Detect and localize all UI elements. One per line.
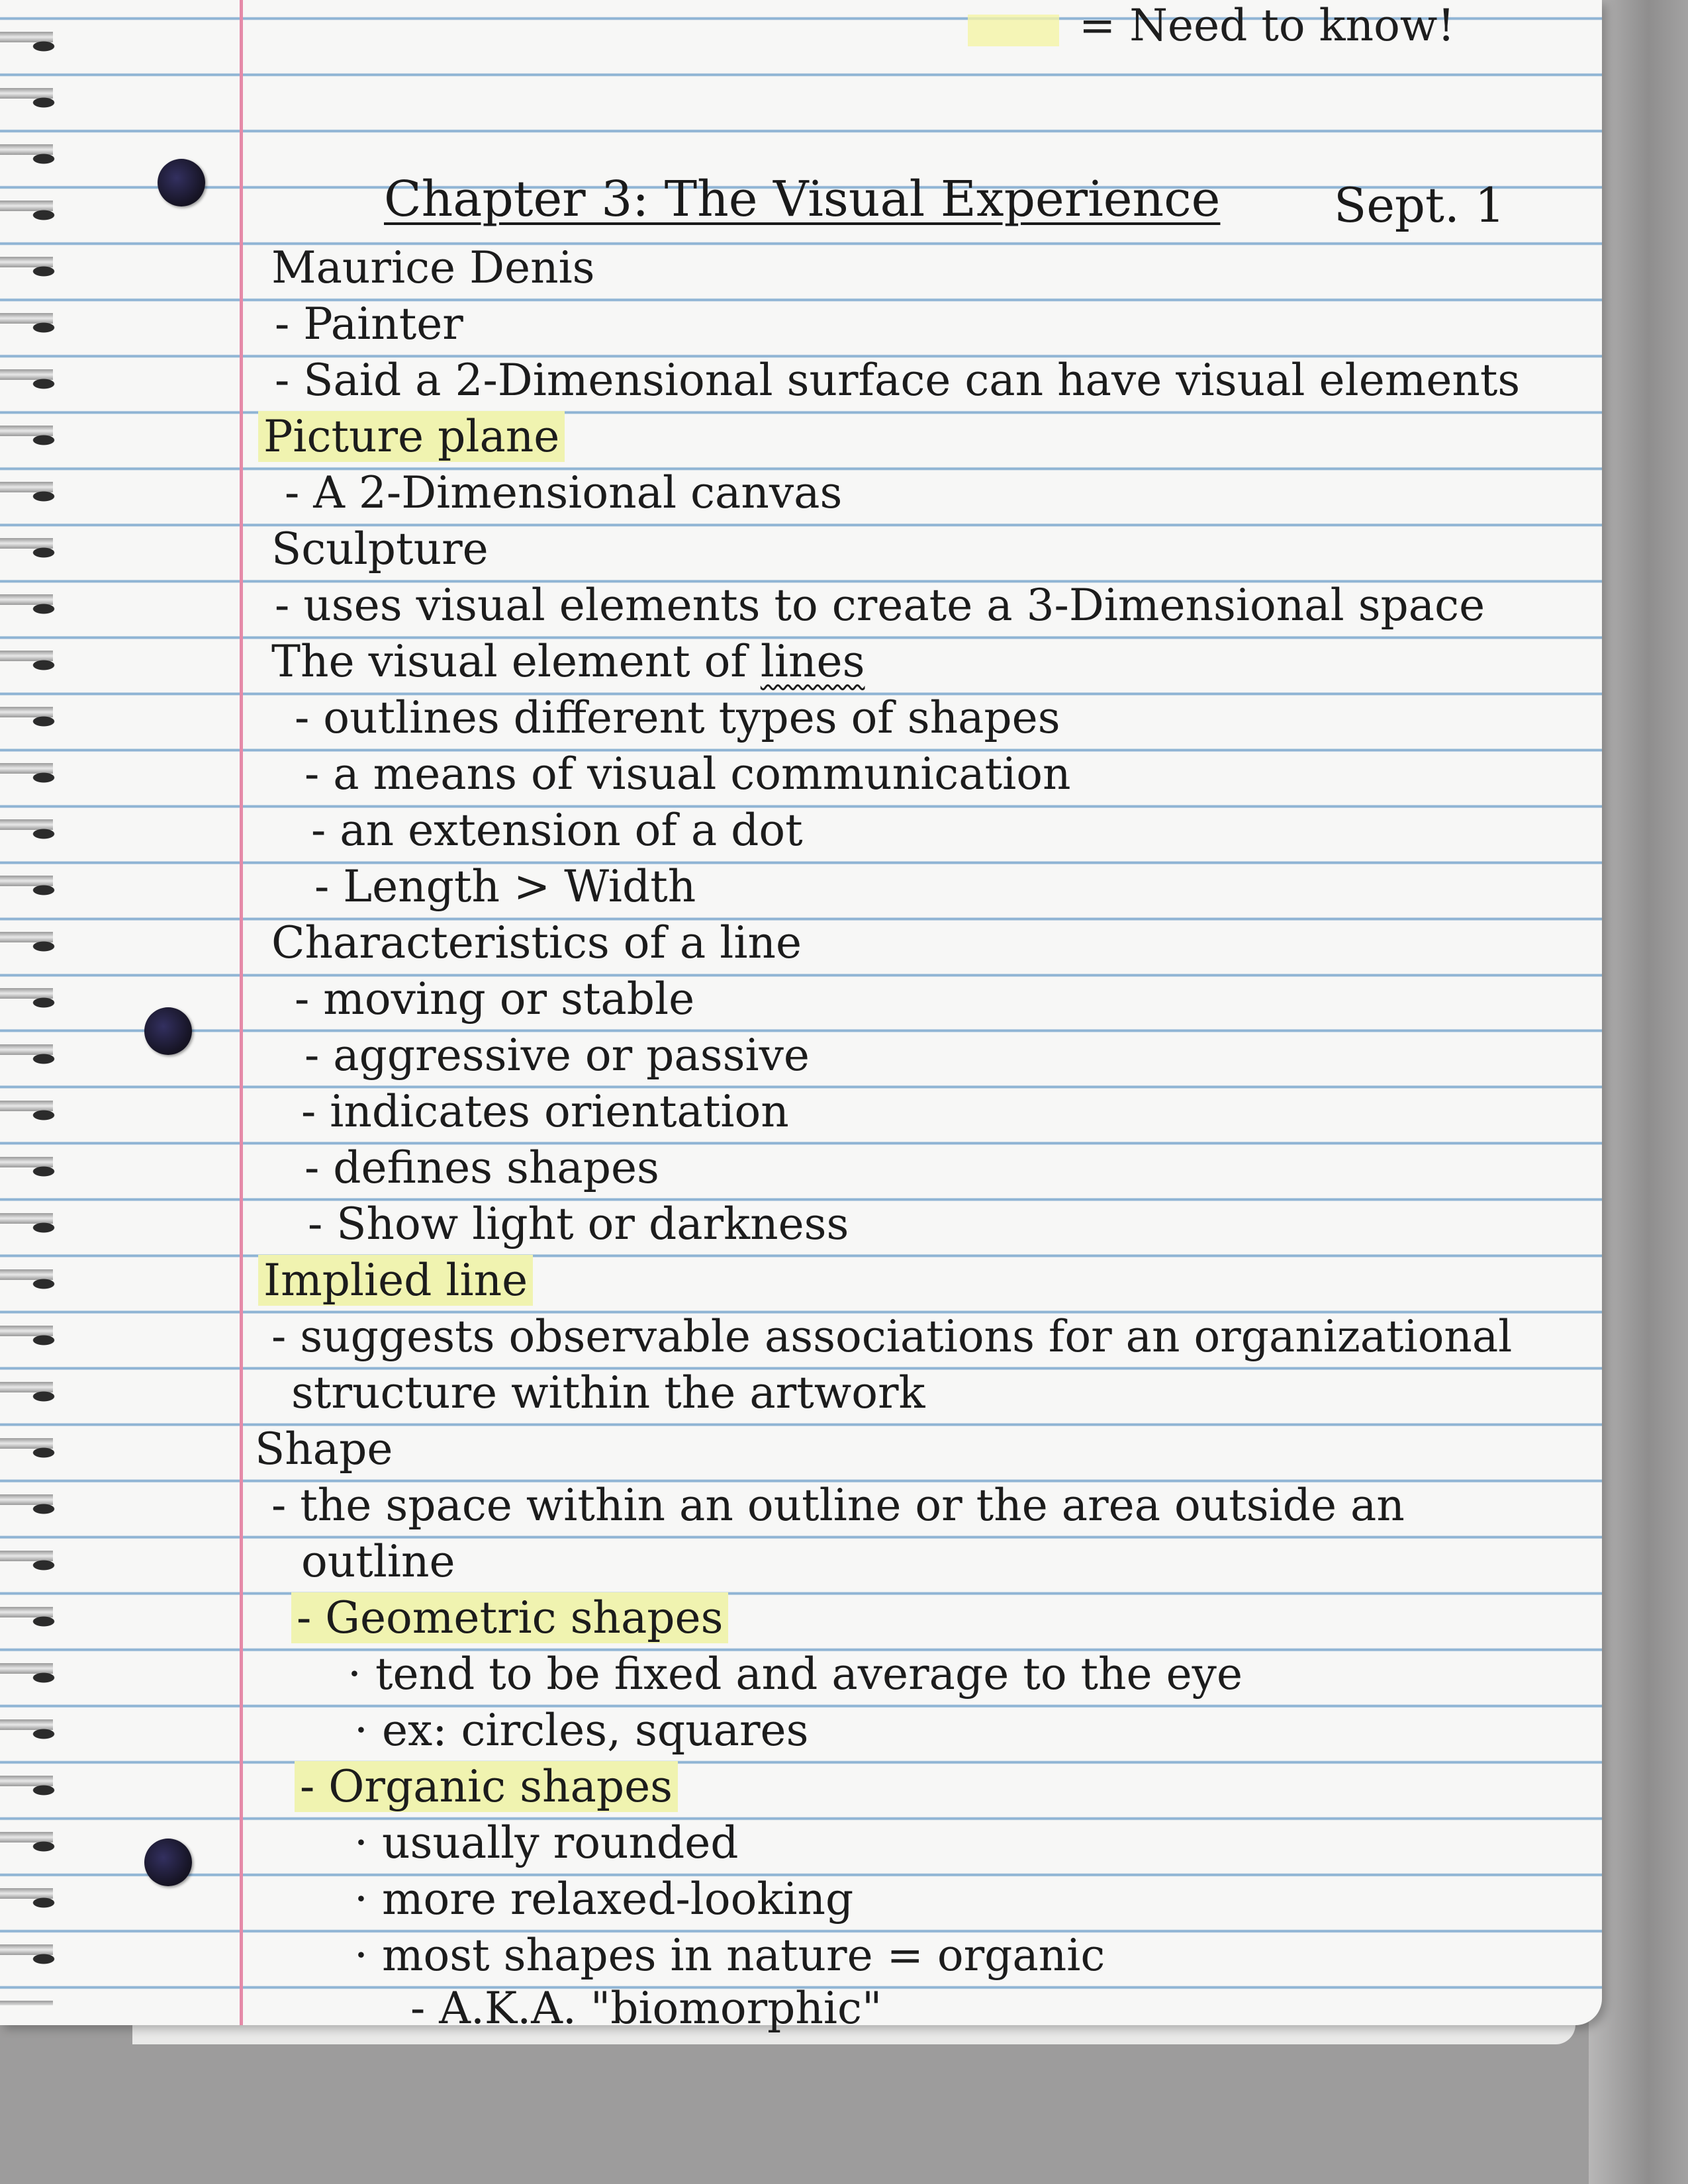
scan-background bbox=[1589, 0, 1688, 2184]
note-line-highlighted: Implied line bbox=[258, 1254, 533, 1307]
underlined-word: lines bbox=[760, 636, 865, 687]
note-line: - suggests observable associations for an organizational bbox=[271, 1311, 1513, 1362]
note-line: Maurice Denis bbox=[271, 242, 595, 293]
note-line: - A 2-Dimensional canvas bbox=[285, 467, 843, 518]
page-date: Sept. 1 bbox=[1334, 177, 1505, 233]
note-line: - moving or stable bbox=[295, 974, 695, 1024]
note-line: Sculpture bbox=[271, 523, 489, 574]
spiral-binding bbox=[0, 20, 73, 2005]
note-line: - outlines different types of shapes bbox=[295, 692, 1060, 743]
note-line: - Painter bbox=[275, 298, 463, 349]
note-line: - an extension of a dot bbox=[311, 805, 803, 856]
note-line-with-underline: The visual element of lines bbox=[271, 636, 865, 687]
note-line: - Said a 2-Dimensional surface can have visual elements bbox=[275, 355, 1521, 406]
note-line: Shape bbox=[255, 1424, 393, 1475]
note-line: - Length > Width bbox=[314, 861, 696, 912]
note-line-highlighted: - Organic shapes bbox=[295, 1760, 678, 1813]
note-line-highlighted: - Geometric shapes bbox=[291, 1592, 728, 1645]
note-line: · usually rounded bbox=[354, 1817, 739, 1868]
note-line: - aggressive or passive bbox=[305, 1030, 810, 1081]
note-line: · ex: circles, squares bbox=[354, 1705, 809, 1756]
note-line: - Show light or darkness bbox=[308, 1199, 849, 1250]
note-line: - the space within an outline or the area outside an bbox=[271, 1480, 1405, 1531]
note-line: outline bbox=[301, 1536, 455, 1587]
note-line: · more relaxed-looking bbox=[354, 1874, 854, 1925]
note-line: - uses visual elements to create a 3-Dimensional space bbox=[275, 580, 1485, 631]
punch-hole-top bbox=[158, 159, 205, 206]
note-line: · tend to be fixed and average to the eye bbox=[348, 1649, 1243, 1700]
page-title: Chapter 3: The Visual Experience bbox=[384, 171, 1221, 228]
legend-text: = Need to know! bbox=[1079, 0, 1455, 51]
punch-hole-middle bbox=[144, 1007, 192, 1055]
punch-hole-bottom bbox=[144, 1839, 192, 1886]
note-line: · most shapes in nature = organic bbox=[354, 1930, 1105, 1981]
note-line: - indicates orientation bbox=[301, 1086, 789, 1137]
note-line: - defines shapes bbox=[305, 1142, 659, 1193]
note-line: structure within the artwork bbox=[291, 1367, 925, 1418]
margin-line bbox=[240, 0, 243, 2025]
legend-highlight-swatch bbox=[968, 15, 1059, 46]
note-line: - A.K.A. "biomorphic" bbox=[410, 1983, 882, 2034]
note-line-highlighted: Picture plane bbox=[258, 410, 565, 463]
note-line: Characteristics of a line bbox=[271, 917, 802, 968]
note-line: - a means of visual communication bbox=[305, 749, 1071, 799]
